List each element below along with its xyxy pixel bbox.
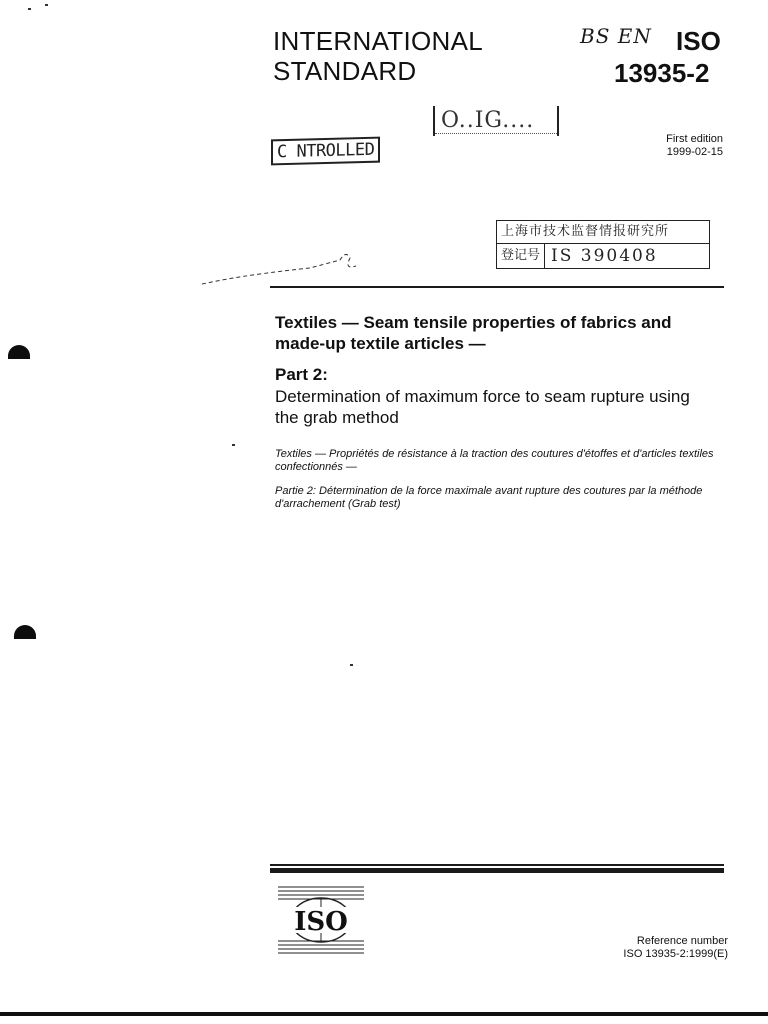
reference-number: ISO 13935-2:1999(E) — [623, 948, 728, 960]
iso-logo-graphic — [278, 883, 364, 957]
pen-scribble — [200, 240, 370, 290]
original-stamp: O..IG.... — [433, 106, 559, 136]
header-rule — [270, 286, 724, 288]
page-bottom-bar — [0, 1012, 768, 1016]
binder-hole-mark — [14, 625, 36, 639]
document-title: Textiles — Seam tensile properties of fabrics and made-up textile articles — — [275, 313, 672, 353]
part-label: Part 2: — [275, 365, 328, 384]
document-type-line-2: STANDARD — [273, 56, 417, 86]
iso-logo — [278, 883, 364, 957]
scan-speck — [45, 4, 48, 6]
footer-rule-thick — [270, 868, 724, 873]
library-registration-stamp — [496, 220, 710, 269]
controlled-stamp: C NTROLLED — [271, 137, 380, 166]
document-type-line-1: INTERNATIONAL — [273, 26, 483, 56]
scan-speck — [232, 444, 235, 446]
iso-logo-text: ISO — [294, 907, 348, 937]
registration-number: IS 390408 — [551, 246, 658, 266]
edition-info — [666, 133, 723, 159]
binder-hole-mark — [8, 345, 30, 359]
document-prefix: ISO — [676, 26, 721, 56]
french-title: Textiles — Propriétés de résistance à la traction des coutures d'étoffes et d'articles textiles confectionnés — — [275, 448, 714, 473]
document-type-heading — [273, 26, 483, 86]
scan-speck — [350, 664, 353, 666]
part-title: Determination of maximum force to seam rupture using the grab method — [275, 387, 690, 427]
library-stamp-registration-row — [497, 244, 709, 268]
document-number: 13935-2 — [614, 58, 710, 88]
edition-label: First edition — [666, 133, 723, 145]
footer-rule-thin — [270, 864, 724, 866]
scan-speck — [28, 8, 31, 10]
reference-label: Reference number — [636, 935, 728, 947]
handwritten-note: BS EN — [580, 24, 652, 48]
registration-label: 登记号 — [497, 244, 545, 268]
edition-date: 1999-02-15 — [666, 146, 723, 158]
french-part-title: Partie 2: Détermination de la force maximale avant rupture des coutures par la méthode d'arrachement (Grab test) — [275, 485, 703, 510]
library-stamp-name: 上海市技术监督情报研究所 — [497, 221, 709, 244]
